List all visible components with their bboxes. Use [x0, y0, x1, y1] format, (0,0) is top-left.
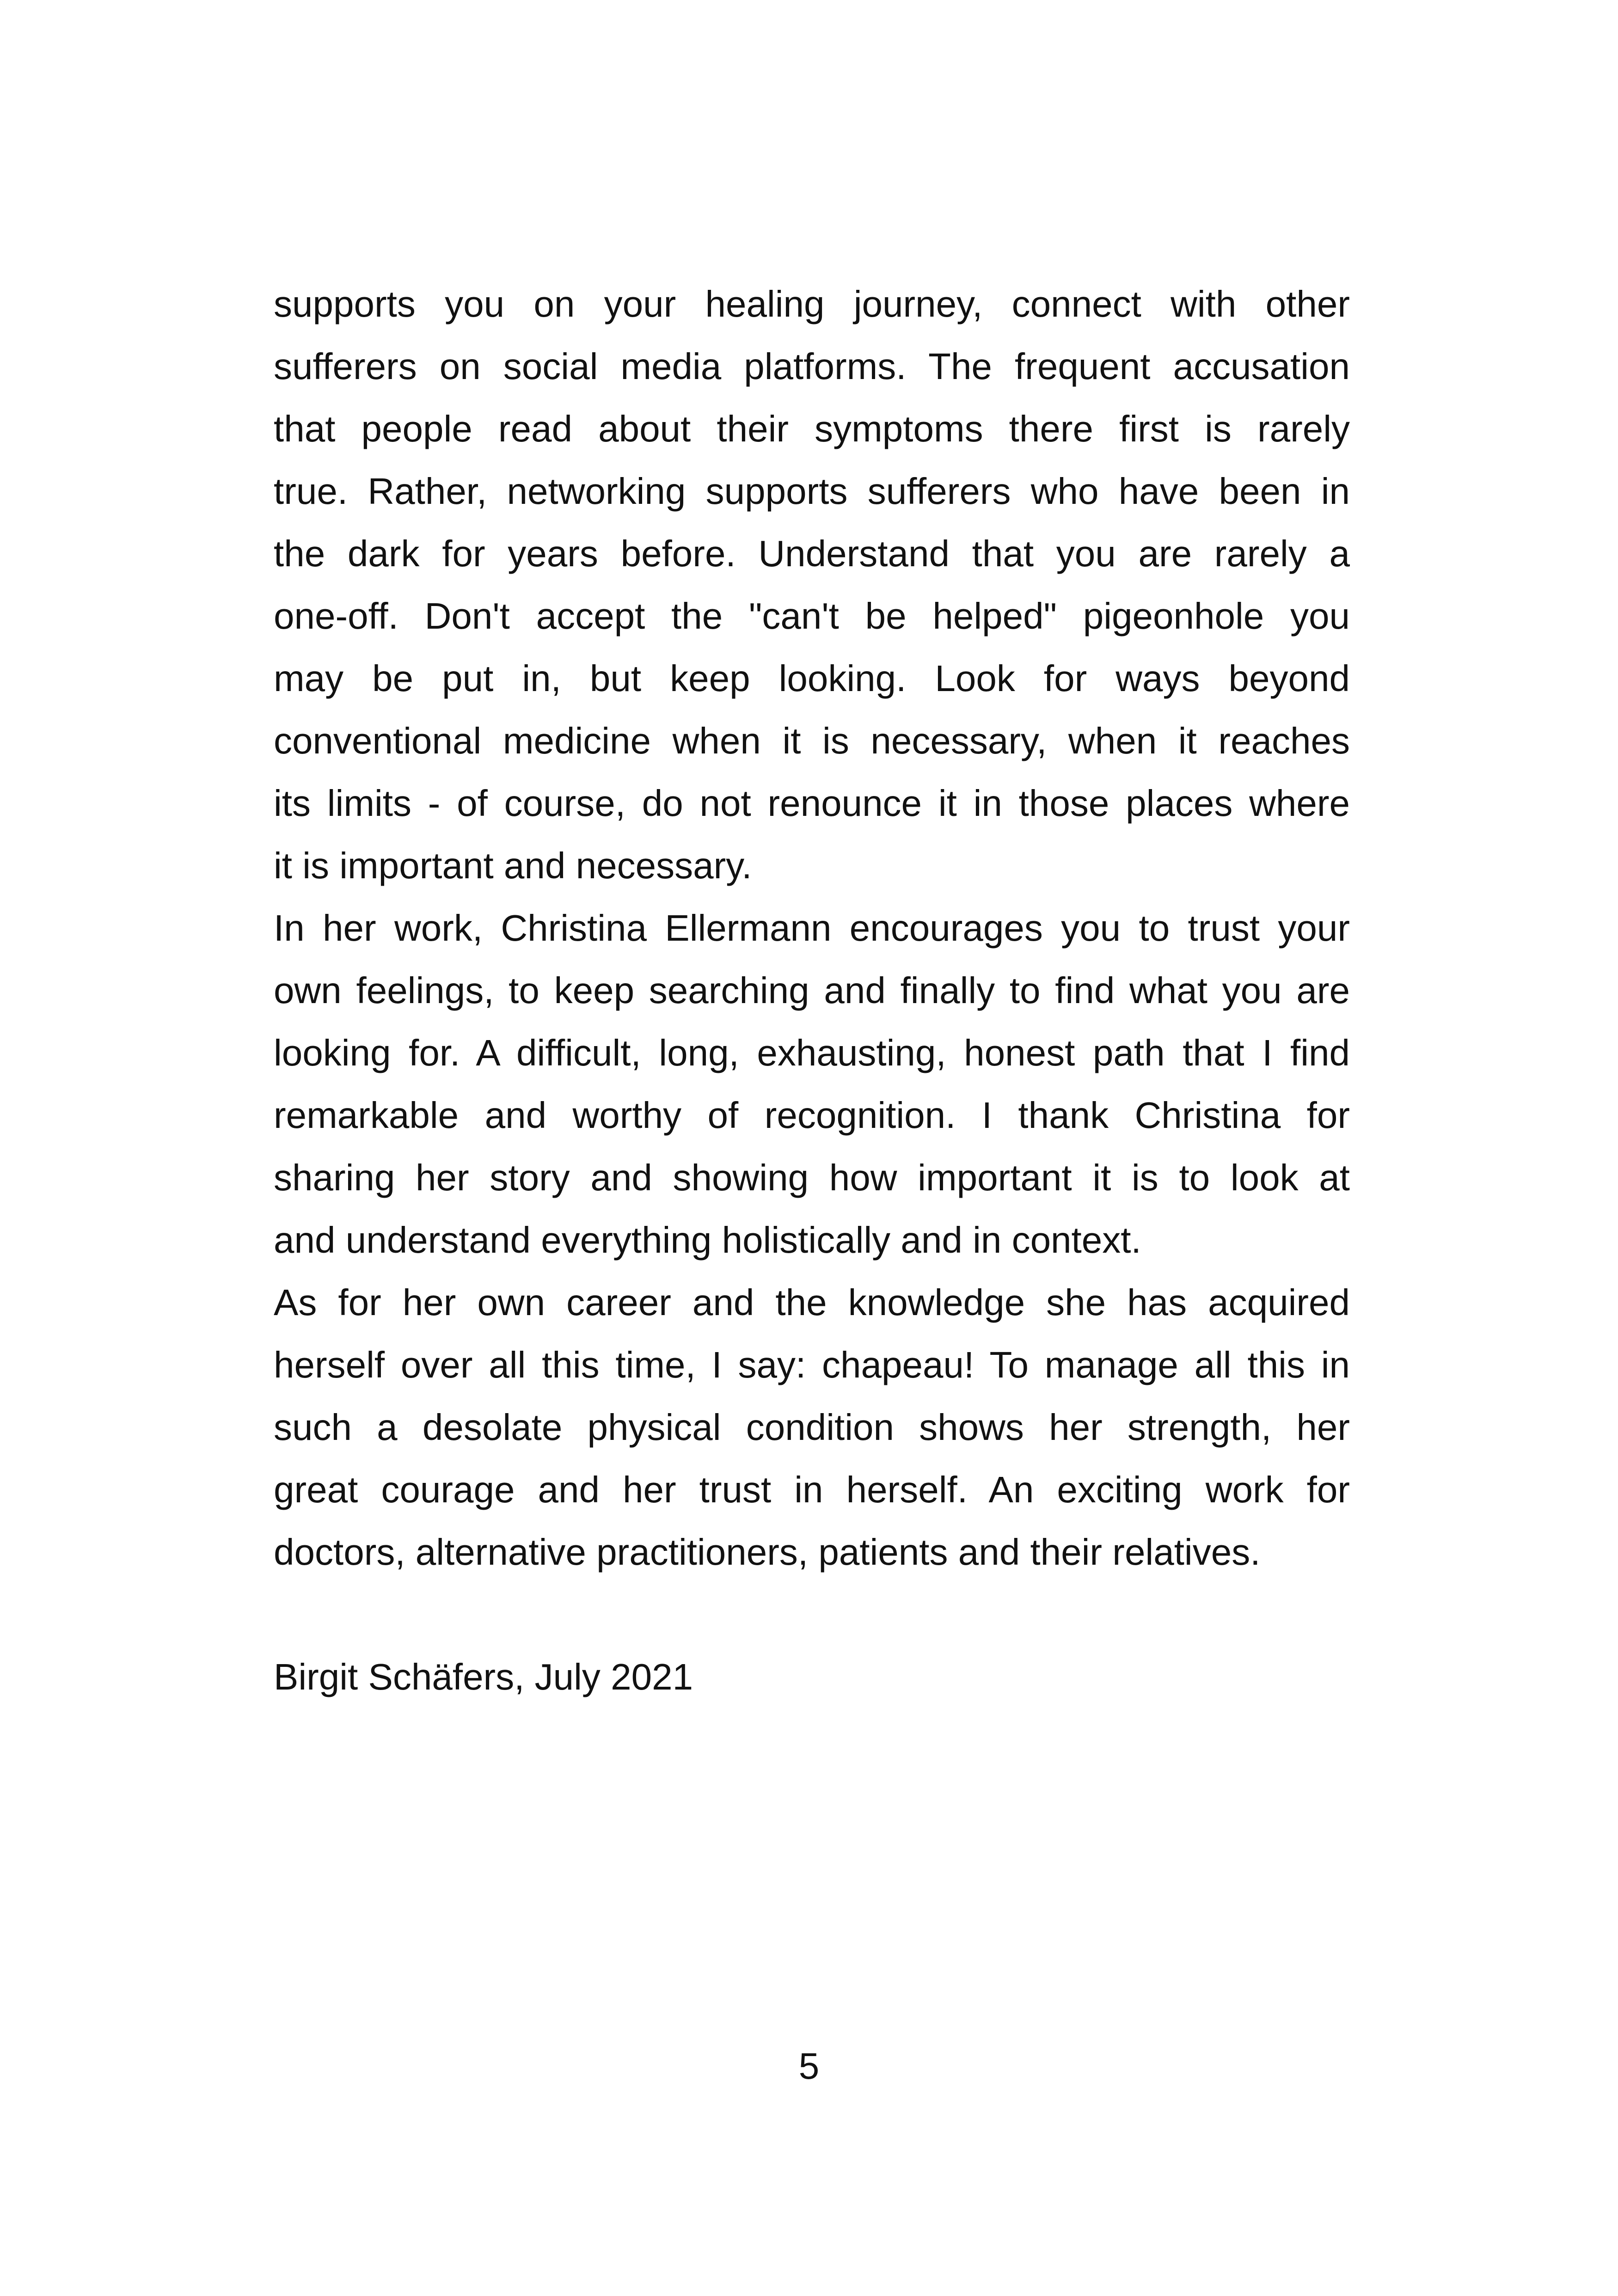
text-line: supports you on your healing journey, connect with other	[274, 283, 1350, 325]
text-line: may be put in, but keep looking. Look for ways beyond	[274, 658, 1350, 699]
page-number: 5	[798, 2045, 820, 2087]
text-line: herself over all this time, I say: chapeau! To manage all this in	[274, 1344, 1350, 1385]
text-line: doctors, alternative practitioners, patients and their relatives.	[274, 1531, 1261, 1573]
text-line: sharing her story and showing how important it is to look at	[274, 1157, 1350, 1198]
paragraph-2	[274, 897, 1350, 1271]
signature: Birgit Schäfers, July 2021	[274, 1656, 693, 1697]
text-line: own feelings, to keep searching and finally to find what you are	[274, 970, 1350, 1011]
text-line: looking for. A difficult, long, exhausting, honest path that I find	[274, 1032, 1350, 1073]
text-line: and understand everything holistically and in context.	[274, 1219, 1141, 1261]
text-line: In her work, Christina Ellermann encourages you to trust your	[274, 907, 1350, 949]
text-line: great courage and her trust in herself. An exciting work for	[274, 1469, 1350, 1510]
paragraph-1	[274, 273, 1350, 897]
text-line: its limits - of course, do not renounce it in those places where	[274, 783, 1350, 824]
text-line: true. Rather, networking supports sufferers who have been in	[274, 471, 1350, 512]
text-line: remarkable and worthy of recognition. I thank Christina for	[274, 1095, 1350, 1136]
text-line: sufferers on social media platforms. The frequent accusation	[274, 346, 1350, 387]
text-line: such a desolate physical condition shows her strength, her	[274, 1407, 1350, 1448]
paragraph-3	[274, 1271, 1350, 1583]
body-text	[274, 273, 1350, 1583]
text-line: it is important and necessary.	[274, 845, 752, 886]
text-line: conventional medicine when it is necessary, when it reaches	[274, 720, 1350, 761]
text-line: one-off. Don't accept the "can't be helped" pigeonhole you	[274, 595, 1350, 637]
text-line: As for her own career and the knowledge she has acquired	[274, 1282, 1350, 1323]
text-line: that people read about their symptoms there first is rarely	[274, 408, 1350, 449]
text-line: the dark for years before. Understand that you are rarely a	[274, 533, 1350, 574]
